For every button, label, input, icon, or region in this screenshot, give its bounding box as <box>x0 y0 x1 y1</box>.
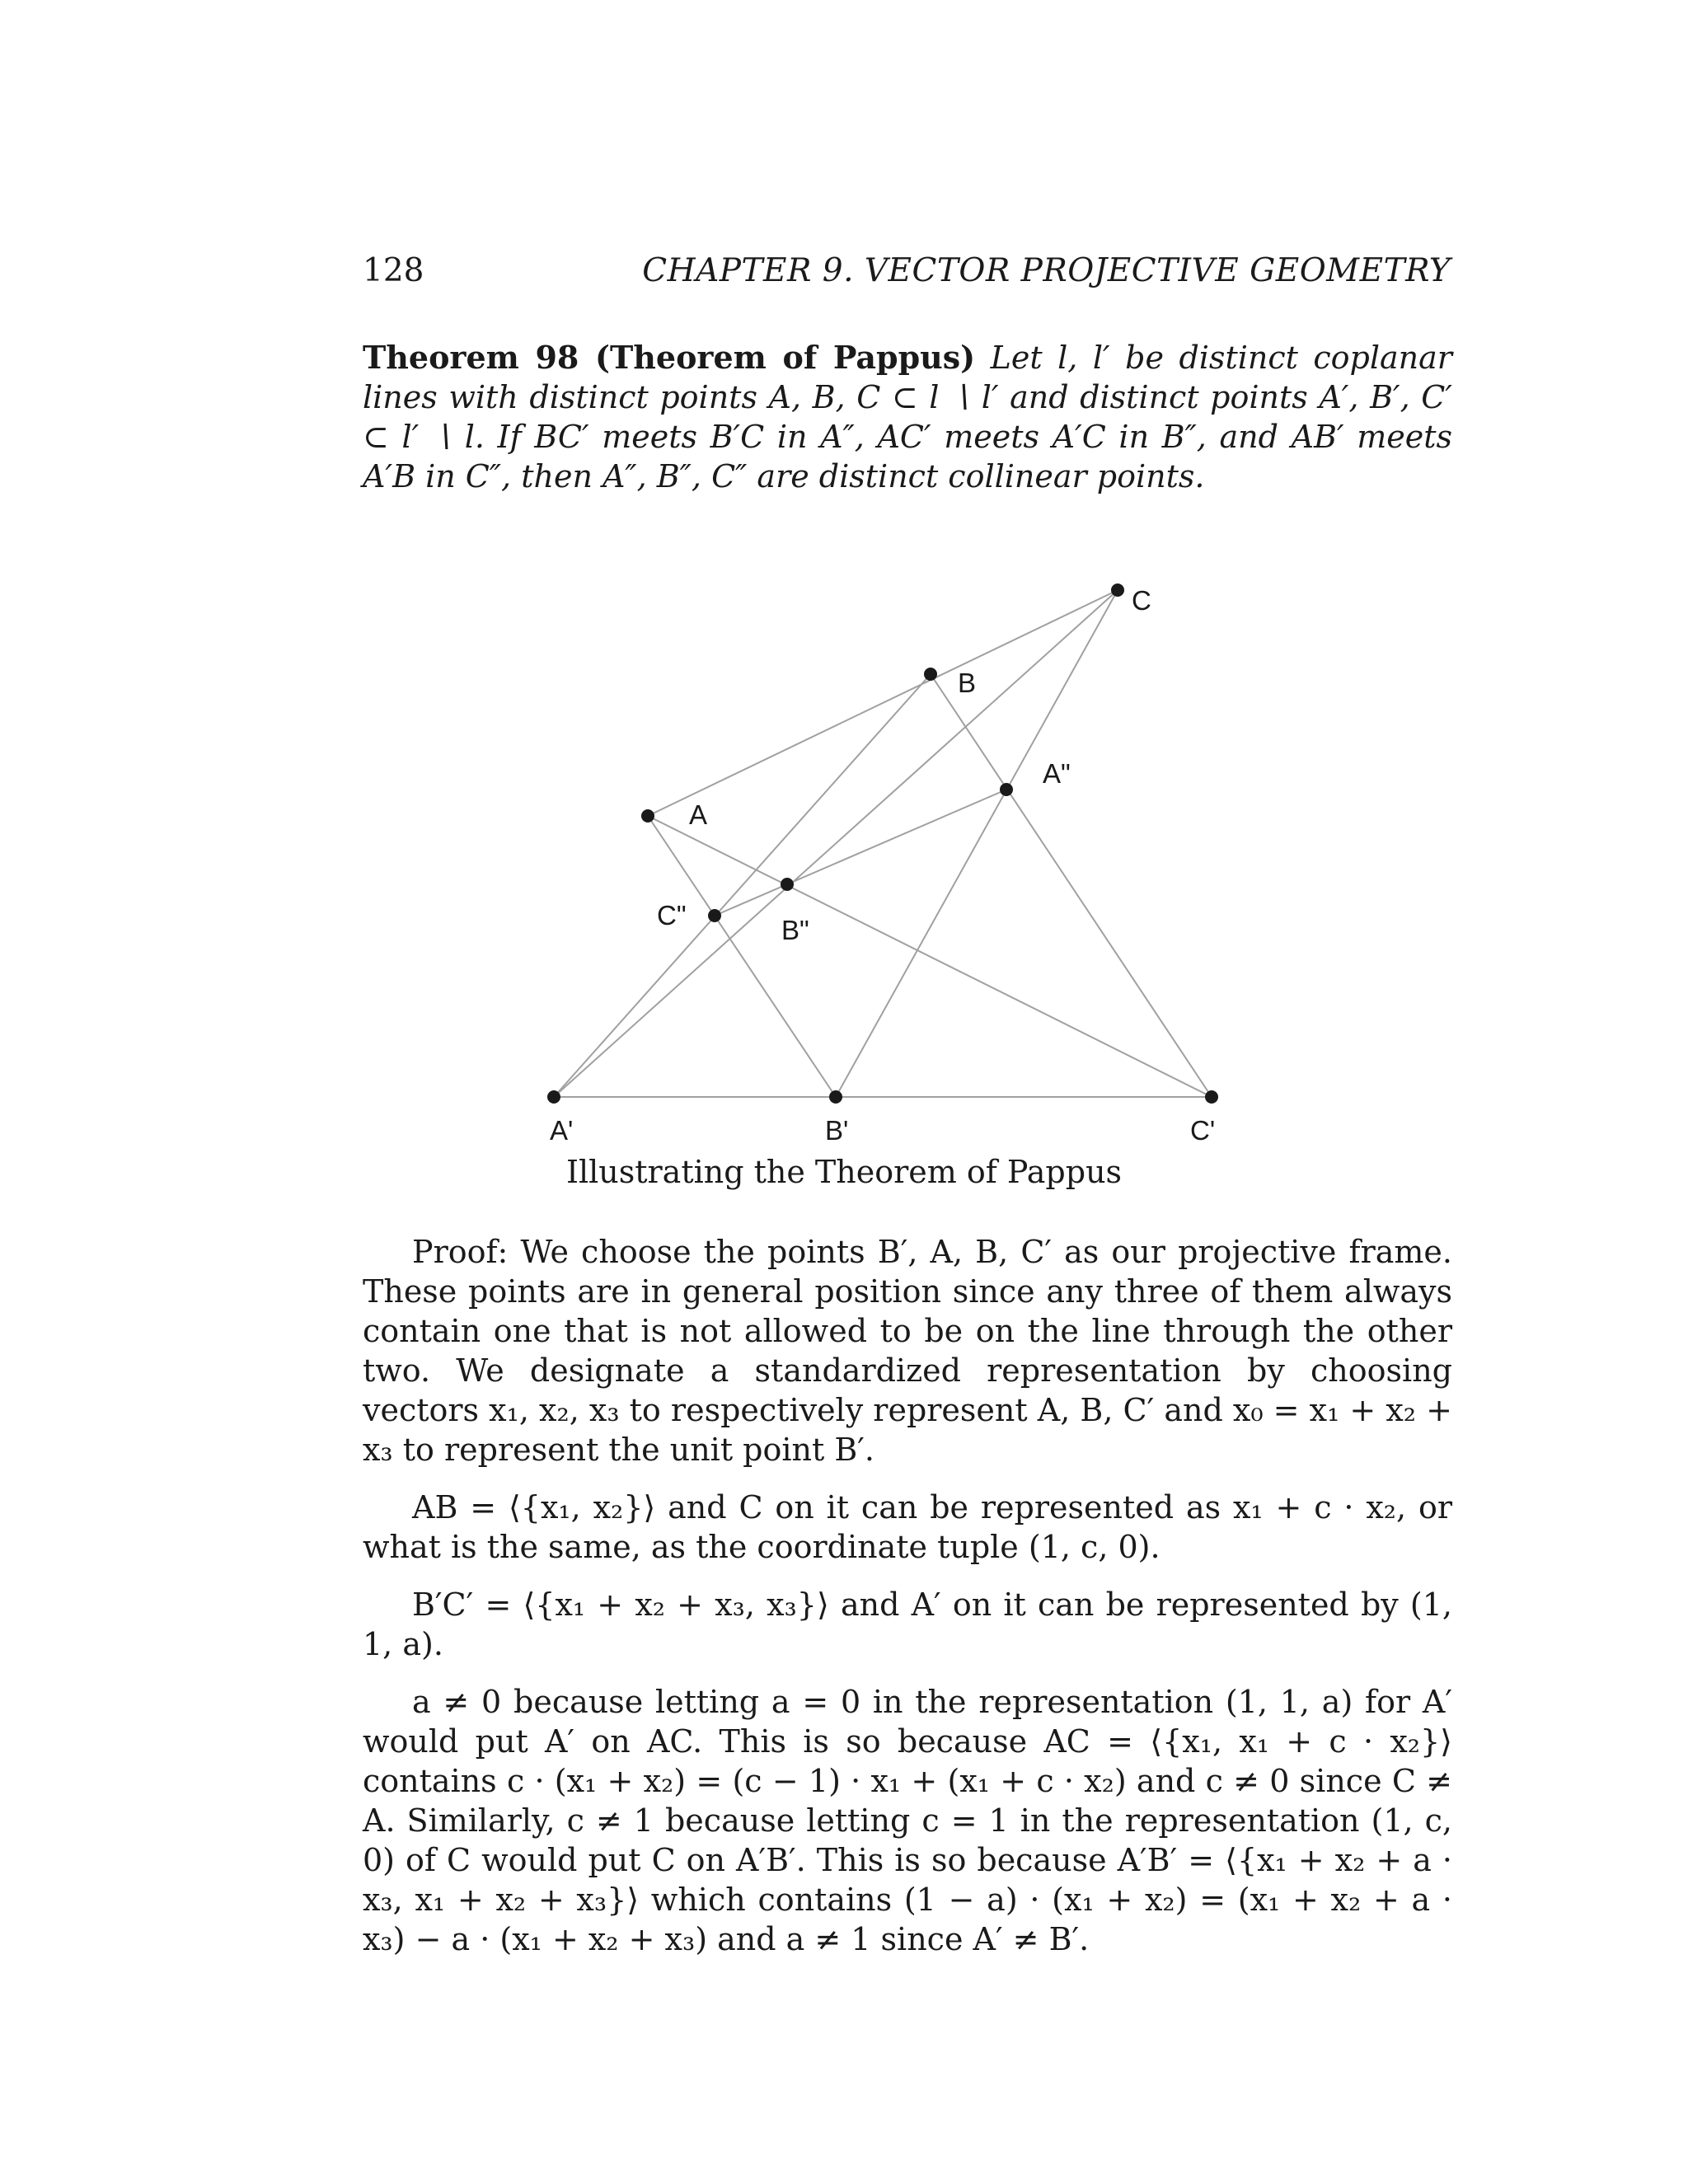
figure-caption: Illustrating the Theorem of Pappus <box>565 1154 1123 1190</box>
point-C2 <box>708 909 721 922</box>
point-A <box>641 809 654 823</box>
point-A2 <box>1000 783 1013 796</box>
figure-lines <box>554 590 1212 1097</box>
label-A: A <box>689 799 708 830</box>
point-Bp <box>829 1090 842 1104</box>
label-Bp: B' <box>825 1115 849 1146</box>
proof-paragraph: Proof: We choose the points B′, A, B, C′ as our projective frame. These points are in general position since any three of them always contain one that is not allowed to be on the line through the other two. We designate a standardized representation by choosing vectors x₁, x₂, x₃ to respectively represent A, B, C′ and x₀ = x₁ + x₂ + x₃ to represent the unit point B′. <box>363 1234 1452 1468</box>
point-B2 <box>781 878 794 891</box>
line-B-Ap <box>554 674 931 1097</box>
page-number: 128 <box>363 252 424 289</box>
label-Cp: C' <box>1190 1115 1216 1146</box>
label-C2: C" <box>657 900 687 930</box>
proof-paragraph: B′C′ = ⟨{x₁ + x₂ + x₃, x₃}⟩ and A′ on it can be represented by (1, 1, a). <box>363 1586 1452 1662</box>
theorem-statement: Let l, l′ be distinct coplanar lines with distinct points A, B, C ⊂ l ∖ l′ and distinct points A′, B′, C′ ⊂ l′ ∖ l. If BC′ meets B′C in A″, AC′ meets A′C in B″, and AB′ meets A′B in C″, then A″, B″, C″ are distinct collinear points. <box>363 340 1452 494</box>
point-Ap <box>547 1090 560 1104</box>
point-Cp <box>1205 1090 1218 1104</box>
line-A-Bp <box>648 816 836 1097</box>
line-C-Bp <box>836 590 1118 1097</box>
proof-paragraph: AB = ⟨{x₁, x₂}⟩ and C on it can be represented as x₁ + c · x₂, or what is the same, as the coordinate tuple (1, c, 0). <box>363 1489 1452 1565</box>
label-B: B <box>958 668 977 698</box>
theorem-heading: Theorem 98 (Theorem of Pappus) <box>363 339 976 376</box>
label-Ap: A' <box>550 1115 574 1146</box>
proof-block <box>363 1232 1452 1959</box>
point-B <box>924 668 937 681</box>
label-C: C <box>1132 585 1151 616</box>
label-B2: B" <box>781 915 809 945</box>
line-C-Ap <box>554 590 1118 1097</box>
point-C <box>1111 583 1124 597</box>
label-A2: A" <box>1043 758 1071 789</box>
figure-labels <box>550 585 1215 1146</box>
line-B-Cp <box>931 674 1212 1097</box>
proof-paragraph: a ≠ 0 because letting a = 0 in the representation (1, 1, a) for A′ would put A′ on AC. This is so because AC = ⟨{x₁, x₁ + c · x₂}⟩ contains c · (x₁ + x₂) = (c − 1) · x₁ + (x₁ + c · x₂) and c ≠ 0 since C ≠ A. Similarly, c ≠ 1 because letting c = 1 in the representation (1, c, 0) of C would put C on A′B′. This is so because A′B′ = ⟨{x₁ + x₂ + a · x₃, x₁ + x₂ + x₃}⟩ which contains (1 − a) · (x₁ + x₂) = (x₁ + x₂ + a · x₃) − a · (x₁ + x₂ + x₃) and a ≠ 1 since A′ ≠ B′. <box>363 1684 1452 1957</box>
running-head: CHAPTER 9. VECTOR PROJECTIVE GEOMETRY <box>642 252 1451 289</box>
line-A-Cp <box>648 816 1212 1097</box>
line-C2-A2 <box>715 790 1006 916</box>
